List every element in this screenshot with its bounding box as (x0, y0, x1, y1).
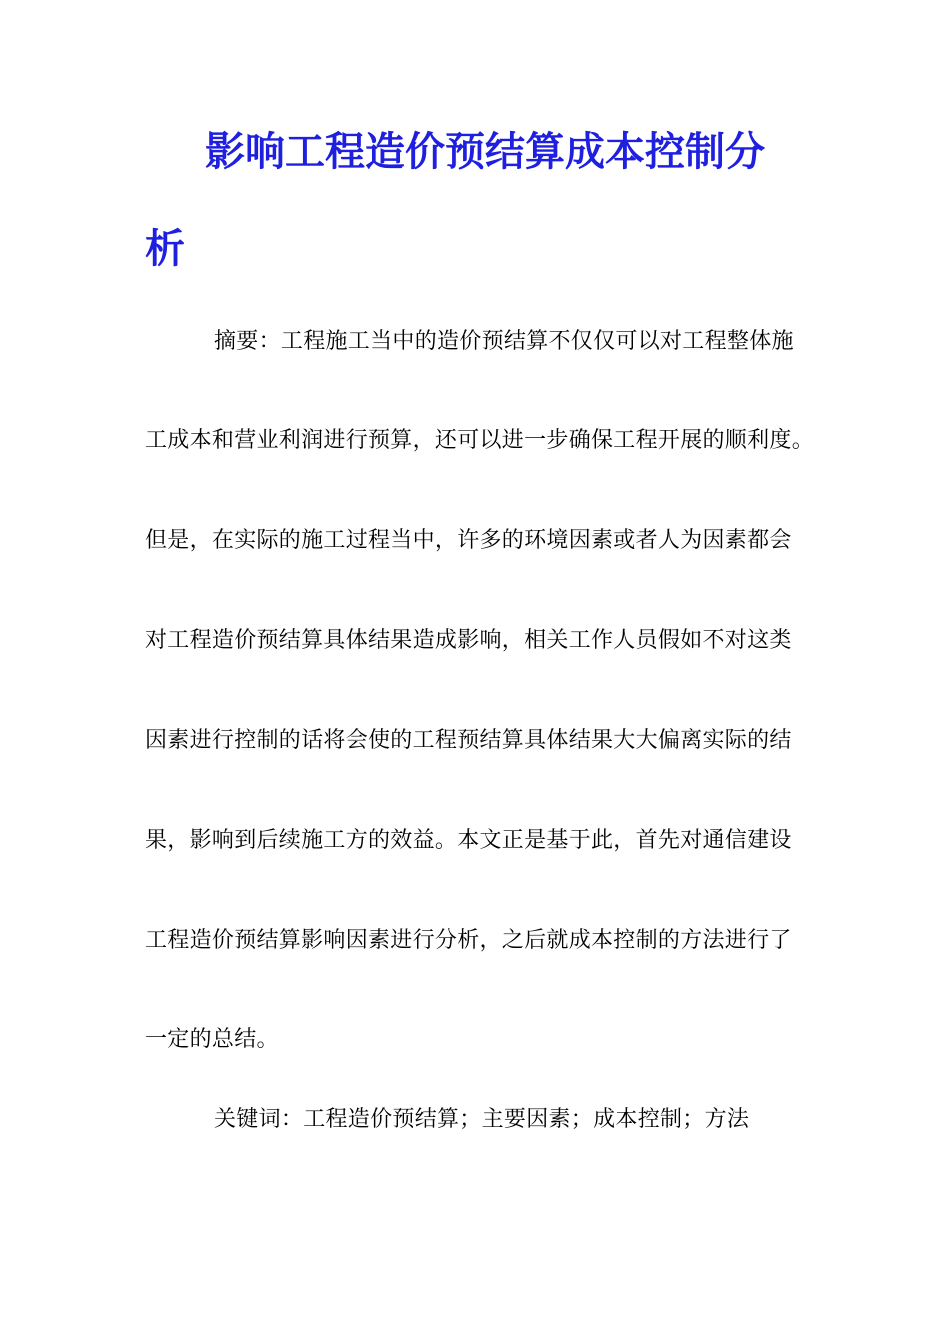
abstract-line-4: 对工程造价预结算具体结果造成影响，相关工作人员假如不对这类 (145, 628, 792, 653)
document-title-line-1: 影响工程造价预结算成本控制分 (205, 128, 765, 175)
abstract-line-7: 工程造价预结算影响因素进行分析，之后就成本控制的方法进行了 (145, 928, 792, 953)
abstract-line-3: 但是，在实际的施工过程当中，许多的环境因素或者人为因素都会 (145, 528, 792, 553)
abstract-line-1: 摘要：工程施工当中的造价预结算不仅仅可以对工程整体施 (214, 329, 794, 354)
document-title-line-2: 析 (145, 225, 185, 272)
abstract-line-5: 因素进行控制的话将会使的工程预结算具体结果大大偏离实际的结 (145, 728, 792, 753)
abstract-line-2: 工成本和营业利润进行预算，还可以进一步确保工程开展的顺利度。 (145, 428, 815, 453)
abstract-line-6: 果，影响到后续施工方的效益。本文正是基于此，首先对通信建设 (145, 828, 792, 853)
abstract-line-8: 一定的总结。 (145, 1027, 279, 1052)
keywords-line: 关键词：工程造价预结算；主要因素；成本控制；方法 (214, 1107, 750, 1132)
